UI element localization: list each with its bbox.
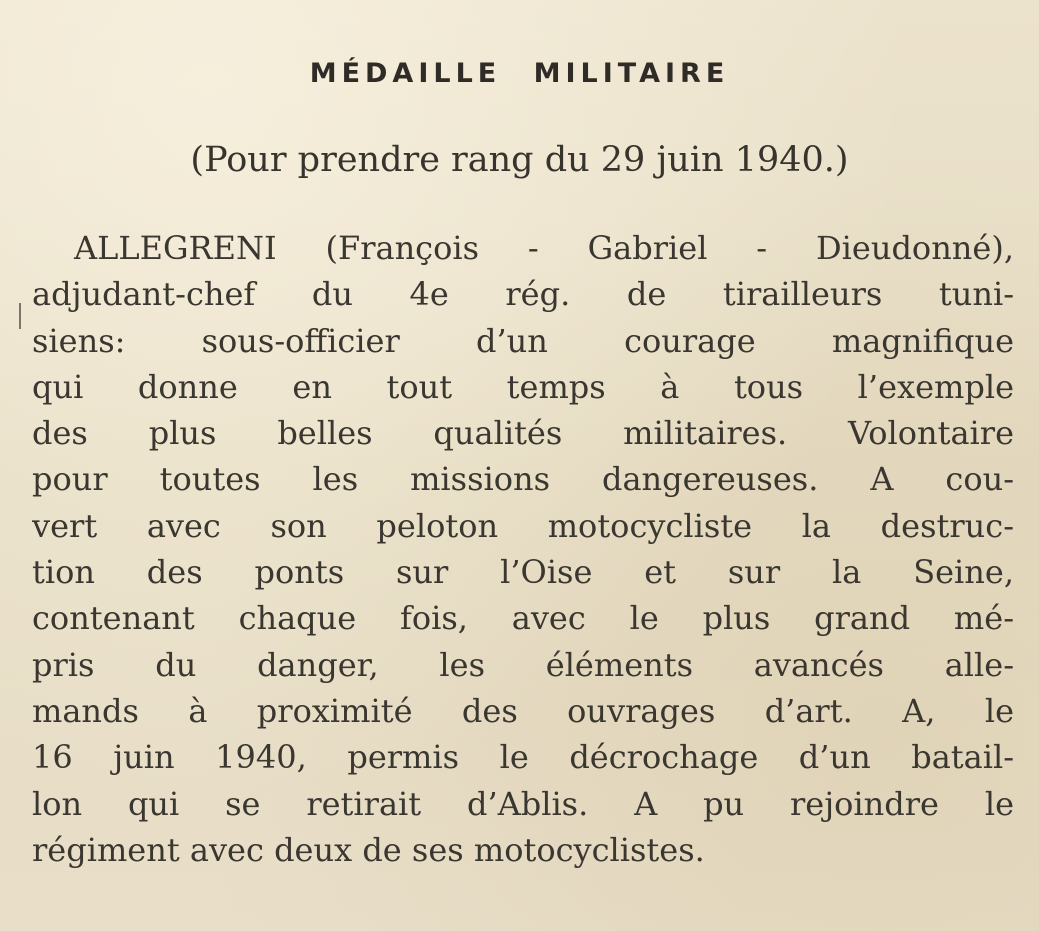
- text-line: des plus belles qualités militaires. Volontaire: [32, 414, 1014, 453]
- margin-mark: [19, 303, 21, 329]
- text-line: adjudant-chef du 4e rég. de tirailleurs tuni-: [32, 275, 1014, 314]
- text-line: tion des ponts sur l’Oise et sur la Seine,: [32, 553, 1014, 592]
- document-subheading: (Pour prendre rang du 29 juin 1940.): [190, 140, 849, 180]
- text-line: vert avec son peloton motocycliste la destruc-: [32, 506, 1014, 545]
- text-line: 16 juin 1940, permis le décrochage d’un batail-: [32, 738, 1014, 777]
- text-line: mands à proximité des ouvrages d’art. A, le: [32, 691, 1014, 730]
- text-line: pris du danger, les éléments avancés alle-: [32, 645, 1014, 684]
- text-line: lon qui se retirait d’Ablis. A pu rejoindre le: [32, 784, 1014, 823]
- document-heading: MÉDAILLE MILITAIRE: [309, 58, 730, 89]
- text-line: régiment avec deux de ses motocyclistes.: [32, 830, 705, 869]
- citation-text: [32, 225, 1014, 873]
- text-line: qui donne en tout temps à tous l’exemple: [32, 367, 1014, 406]
- text-line: pour toutes les missions dangereuses. A cou-: [32, 460, 1014, 499]
- text-line: contenant chaque fois, avec le plus grand mé-: [32, 599, 1014, 638]
- text-line: siens: sous-officier d’un courage magnifique: [32, 321, 1014, 360]
- text-line: ALLEGRENI (François - Gabriel - Dieudonné),: [74, 229, 1014, 267]
